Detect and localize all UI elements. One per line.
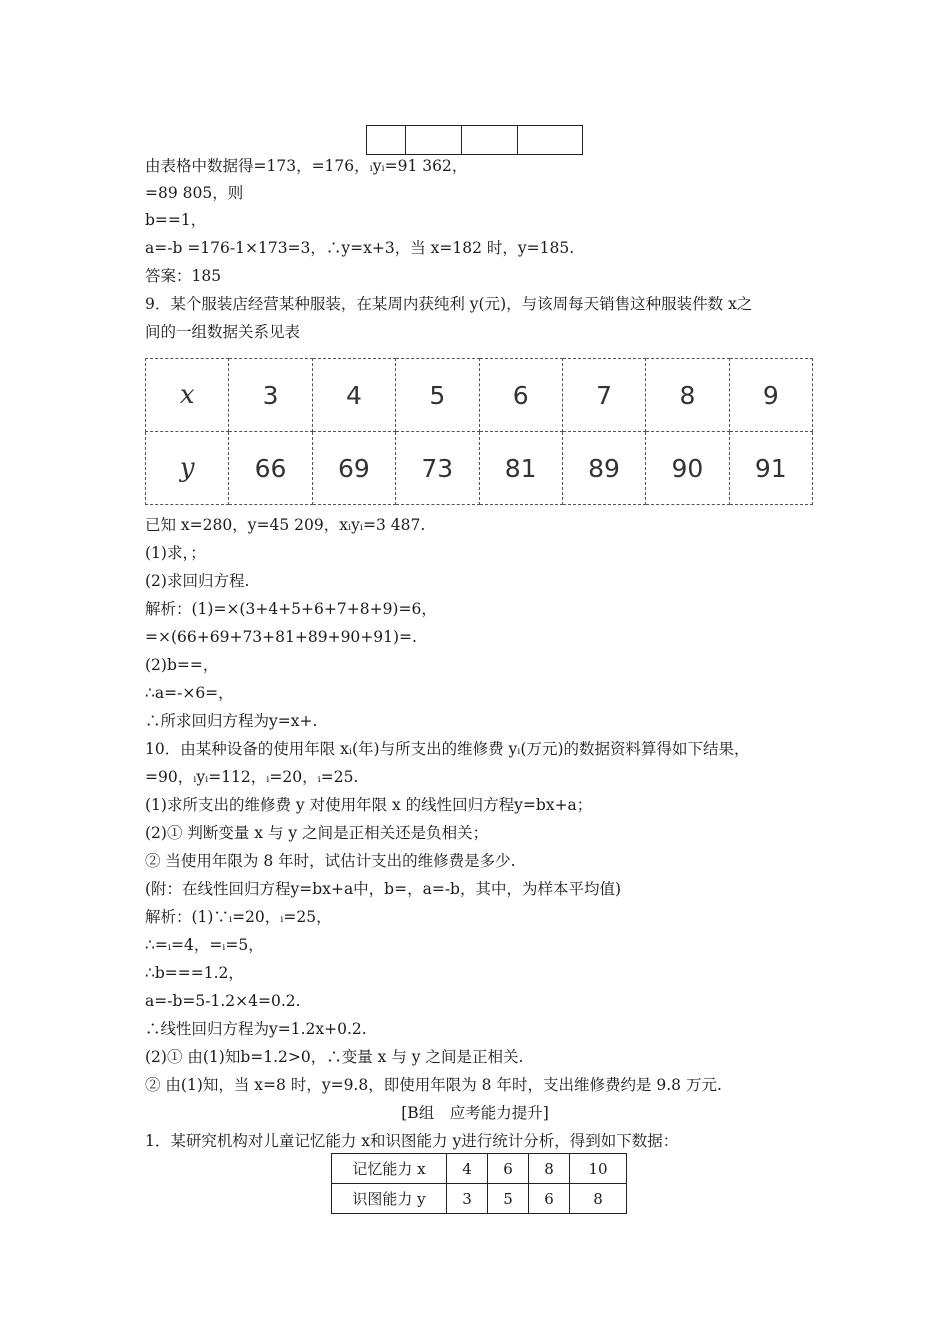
x-value-cell: 9 <box>729 359 812 432</box>
y-value-cell: 73 <box>396 432 479 505</box>
value-cell: 8 <box>570 1184 627 1214</box>
table-row <box>332 1154 627 1184</box>
value-cell: 6 <box>529 1184 570 1214</box>
value-cell: 10 <box>570 1154 627 1184</box>
table-cell <box>367 126 406 155</box>
text-line: 解析：(1)=×(3+4+5+6+7+8+9)=6， <box>145 600 437 618</box>
text-line: (附：在线性回归方程y=bx+a中，b=，a=-b，其中，为样本平均值) <box>145 880 622 898</box>
text-line: =89 805，则 <box>145 184 244 202</box>
x-header-cell: x <box>146 359 229 432</box>
problem-9-text: 9．某个服装店经营某种服装，在某周内获纯利 y(元)，与该周每天销售这种服装件数 x之 <box>145 295 753 313</box>
y-value-cell: 91 <box>729 432 812 505</box>
table-row <box>146 359 813 432</box>
x-value-cell: 3 <box>229 359 312 432</box>
problem-9-text: 间的一组数据关系见表 <box>145 323 301 341</box>
x-value-cell: 7 <box>562 359 645 432</box>
text-line: ∴所求回归方程为y=x+. <box>145 712 318 730</box>
value-cell: 3 <box>447 1184 488 1214</box>
table-cell <box>406 126 462 155</box>
text-line: (2)① 由(1)知b=1.2>0，∴变量 x 与 y 之间是正相关. <box>145 1048 524 1066</box>
value-cell: 4 <box>447 1154 488 1184</box>
text-line: a=-b =176-1×173=3，∴y=x+3，当 x=182 时，y=185. <box>145 239 575 257</box>
text-line: (2)求回归方程. <box>145 572 250 590</box>
x-value-cell: 8 <box>646 359 729 432</box>
text-line: =×(66+69+73+81+89+90+91)=. <box>145 628 417 646</box>
y-value-cell: 89 <box>562 432 645 505</box>
text-line: b==1， <box>145 211 207 229</box>
problem-b1-data-table <box>331 1153 627 1214</box>
table-cell <box>518 126 583 155</box>
problem-9-data-table <box>145 358 813 505</box>
problem-10-text: 10．由某种设备的使用年限 xᵢ(年)与所支出的维修费 yᵢ(万元)的数据资料算得如下结果， <box>145 740 750 758</box>
x-value-cell: 4 <box>312 359 395 432</box>
text-line: (1)求，； <box>145 544 206 562</box>
text-line: ∴=ᵢ=4，=ᵢ=5， <box>145 936 264 954</box>
y-value-cell: 81 <box>479 432 562 505</box>
text-line: (2)b==， <box>145 656 219 674</box>
row-label-cell: 识图能力 y <box>332 1184 447 1214</box>
text-line: 由表格中数据得=173，=176，ᵢyᵢ=91 362， <box>145 157 468 175</box>
empty-table-fragment <box>366 125 583 155</box>
problem-b1-text: 1．某研究机构对儿童记忆能力 x和识图能力 y进行统计分析，得到如下数据： <box>145 1132 679 1150</box>
value-cell: 8 <box>529 1154 570 1184</box>
text-line: ② 由(1)知，当 x=8 时，y=9.8，即使用年限为 8 年时，支出维修费约是 9.8 万元. <box>145 1076 722 1094</box>
y-value-cell: 90 <box>646 432 729 505</box>
y-value-cell: 66 <box>229 432 312 505</box>
text-line: ② 当使用年限为 8 年时，试估计支出的维修费是多少. <box>145 852 516 870</box>
text-line: =90，ᵢyᵢ=112，ᵢ=20，ᵢ=25. <box>145 768 359 786</box>
answer-line: 答案：185 <box>145 267 222 285</box>
x-value-cell: 6 <box>479 359 562 432</box>
text-line: (1)求所支出的维修费 y 对使用年限 x 的线性回归方程y=bx+a； <box>145 796 593 814</box>
text-line: (2)① 判断变量 x 与 y 之间是正相关还是负相关； <box>145 824 489 842</box>
value-cell: 5 <box>488 1184 529 1214</box>
text-line: 已知 x=280，y=45 209，xᵢyᵢ=3 487. <box>145 516 426 534</box>
row-label-cell: 记忆能力 x <box>332 1154 447 1184</box>
section-heading: [B组 应考能力提升] <box>401 1104 549 1122</box>
table-row <box>332 1184 627 1214</box>
x-value-cell: 5 <box>396 359 479 432</box>
text-line: ∴b===1.2， <box>145 964 244 982</box>
y-value-cell: 69 <box>312 432 395 505</box>
value-cell: 6 <box>488 1154 529 1184</box>
text-line: ∴a=-×6=， <box>145 684 234 702</box>
text-line: 解析：(1)∵ᵢ=20，ᵢ=25， <box>145 908 332 926</box>
y-header-cell: y <box>146 432 229 505</box>
text-line: ∴线性回归方程为y=1.2x+0.2. <box>145 1020 367 1038</box>
table-row <box>146 432 813 505</box>
text-line: a=-b=5-1.2×4=0.2. <box>145 992 301 1010</box>
table-cell <box>462 126 518 155</box>
